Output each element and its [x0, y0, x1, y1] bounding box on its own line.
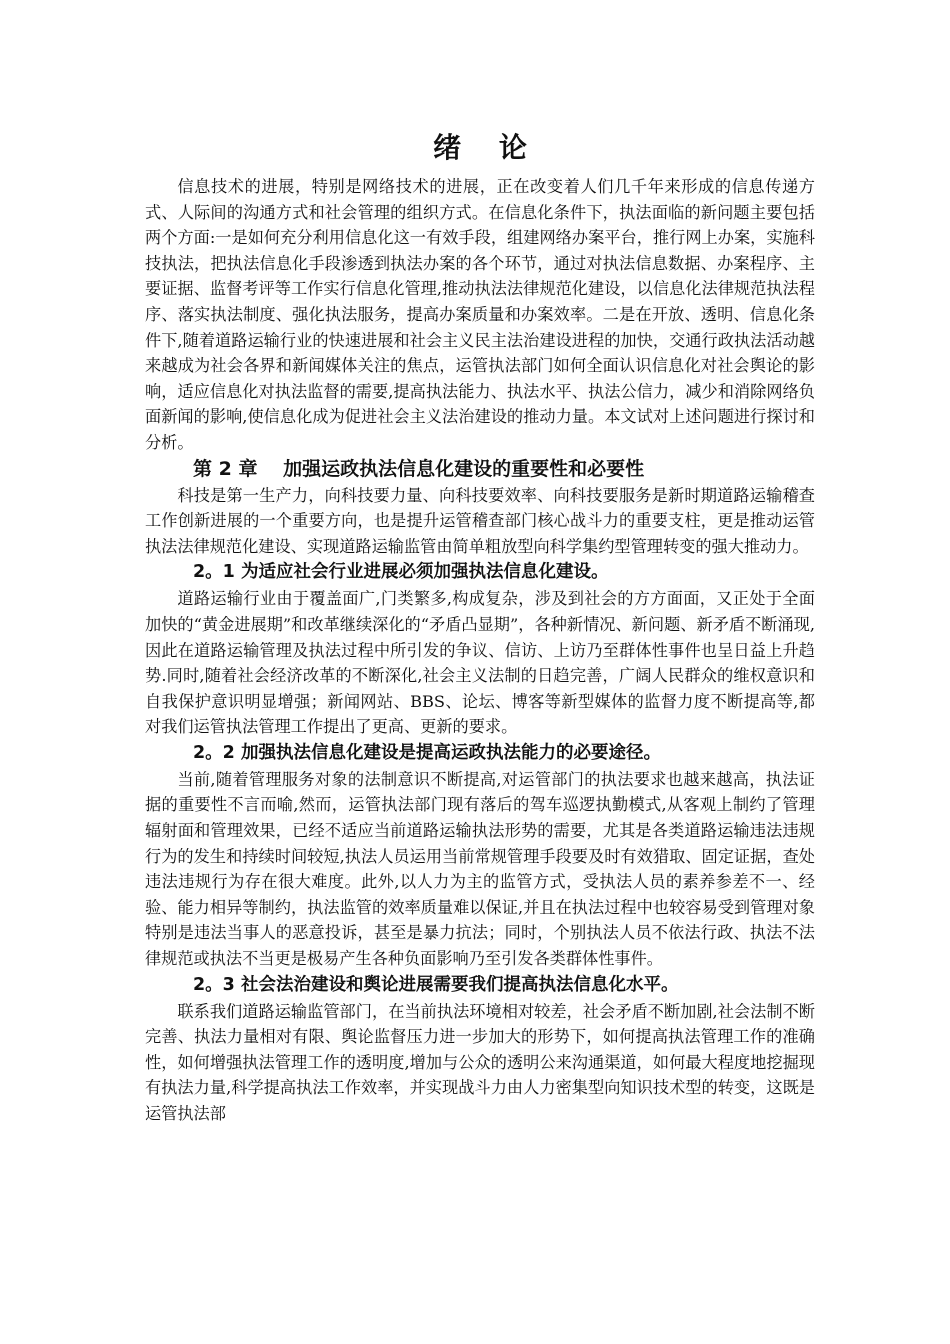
section-heading-2-2: 2。2 加强执法信息化建设是提高运政执法能力的必要途径。: [193, 742, 661, 763]
section-body-2-2: 当前,随着管理服务对象的法制意识不断提高,对运管部门的执法要求也越来越高，执法证据的重要性不言而喻,然而，运管执法部门现有落后的驾车巡逻执勤模式,从客观上制约了管理辐射面和管理效果，已经不适应当前道路运输执法形势的需要，尤其是各类道路运输违法违规行为的发生和持续时间较短,执法人员运用当前常规管理手段要及时有效猎取、固定证据，查处违法违规行为存在很大难度。此外,以人力为主的监管方式，受执法人员的素养参差不一、经验、能力相异等制约，执法监管的效率质量难以保证,并且在执法过程中也较容易受到管理对象特别是违法当事人的恶意投诉，甚至是暴力抗法；同时，个别执法人员不依法行政、执法不法律规范或执法不当更是极易产生各种负面影响乃至引发各类群体性事件。: [145, 769, 815, 969]
document-title: 绪 论: [433, 131, 541, 164]
section-body-2-1: 道路运输行业由于覆盖面广,门类繁多,构成复杂，涉及到社会的方方面面，又正处于全面加快的“黄金进展期”和改革继续深化的“矛盾凸显期”，各种新情况、新问题、新矛盾不断涌现,因此在道路运输管理及执法过程中所引发的争议、信访、上访乃至群体性事件也呈日益上升趋势.同时,随着社会经济改革的不断深化,社会主义法制的日趋完善，广阔人民群众的维权意识和自我保护意识明显增强；新闻网站、BBS、论坛、博客等新型媒体的监督力度不断提高等,都对我们运管执法管理工作提出了更高、更新的要求。: [145, 589, 815, 737]
document-body: [145, 128, 815, 1127]
section-heading-2-3: 2。3 社会法治建设和舆论进展需要我们提高执法信息化水平。: [193, 974, 679, 995]
section-heading-2-1: 2。1 为适应社会行业进展必须加强执法信息化建设。: [193, 562, 609, 583]
section-body-2-3: 联系我们道路运输监管部门，在当前执法环境相对较差，社会矛盾不断加剧,社会法制不断完善、执法力量相对有限、舆论监督压力进一步加大的形势下，如何提高执法管理工作的准确性，如何增强执法管理工作的透明度,增加与公众的透明公来沟通渠道，如何最大程度地挖掘现有执法力量,科学提高执法工作效率，并实现战斗力由人力密集型向知识技术型的转变，这既是运管执法部: [145, 1001, 815, 1123]
intro-paragraph: 信息技术的进展，特别是网络技术的进展，正在改变着人们几千年来形成的信息传递方式、人际间的沟通方式和社会管理的组织方式。在信息化条件下，执法面临的新问题主要包括两个方面:一是如何充分利用信息化这一有效手段，组建网络办案平台，推行网上办案，实施科技执法，把执法信息化手段渗透到执法办案的各个环节，通过对执法信息数据、办案程序、主要证据、监督考评等工作实行信息化管理,推动执法法律规范化建设，以信息化法律规范执法程序、落实执法制度、强化执法服务，提高办案质量和办案效率。二是在开放、透明、信息化条件下,随着道路运输行业的快速进展和社会主义民主法治建设进程的加快，交通行政执法活动越来越成为社会各界和新闻媒体关注的焦点，运管执法部门如何全面认识信息化对社会舆论的影响，适应信息化对执法监督的需要,提高执法能力、执法水平、执法公信力，减少和消除网络负面新闻的影响,使信息化成为促进社会主义法治建设的推动力量。本文试对上述问题进行探讨和分析。: [145, 177, 815, 452]
chapter-intro-paragraph: 科技是第一生产力，向科技要力量、向科技要效率、向科技要服务是新时期道路运输稽查工作创新进展的一个重要方向，也是提升运管稽查部门核心战斗力的重要支柱，更是推动运管执法法律规范化建设、实现道路运输监管由简单粗放型向科学集约型管理转变的强大推动力。: [145, 485, 815, 556]
chapter-heading: 第 2 章 加强运政执法信息化建设的重要性和必要性: [193, 457, 645, 480]
